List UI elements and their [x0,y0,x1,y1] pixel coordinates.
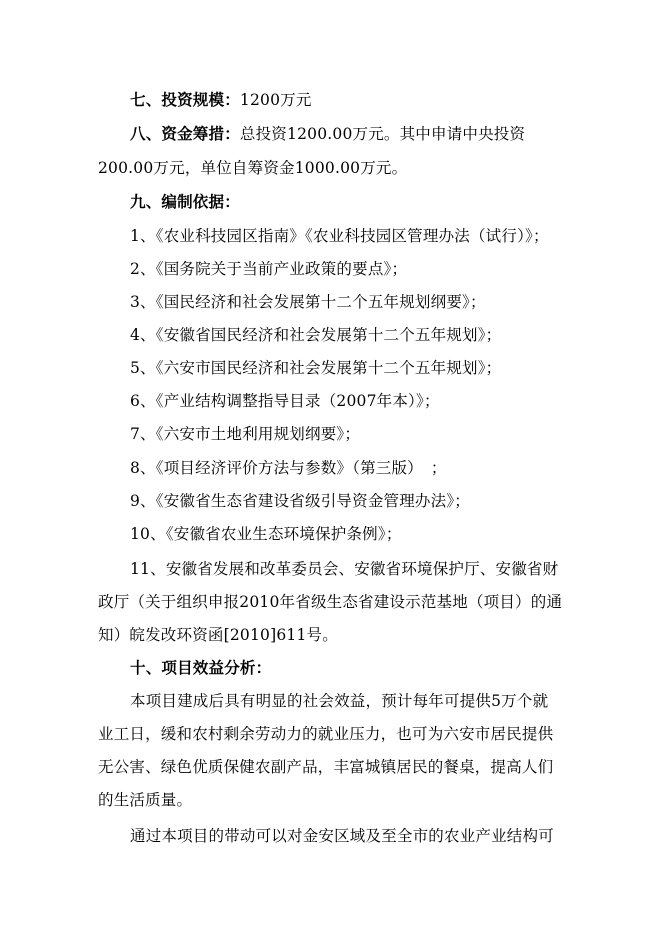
benefit-heading: 十、项目效益分析： [130,659,272,677]
basis-item-6: 6、《产业结构调整指导目录（2007年本）》； [130,392,440,410]
investment-scale-heading: 七、投资规模： [130,91,240,109]
funding-text-1: 总投资1200.00万元。其中申请中央投资 [239,125,526,143]
basis-item-1: 1、《农业科技园区指南》《农业科技园区管理办法（试行）》； [130,227,549,245]
funding-line-2: 200.00万元，单位自筹资金1000.00万元。 [98,159,408,177]
benefit-para1-line-2: 业工日，缓和农村剩余劳动力的就业压力，也可为六安市居民提供 [98,725,554,743]
benefit-para2-line-1: 通过本项目的带动可以对金安区域及至全市的农业产业结构可 [130,827,554,845]
basis-item-3: 3、《国民经济和社会发展第十二个五年规划纲要》； [130,293,486,311]
basis-item-10: 10、《安徽省农业生态环境保护条例》； [130,525,402,543]
investment-scale-value: 1200万元 [239,91,312,109]
basis-item-8: 8、《项目经济评价方法与参数》（第三版） ； [130,459,447,477]
funding-heading: 八、资金筹措： [130,125,240,143]
basis-item-2: 2、《国务院关于当前产业政策的要点》； [130,260,408,278]
basis-item-9: 9、《安徽省生态省建设省级引导资金管理办法》； [130,492,470,510]
benefit-para1-line-4: 的生活质量。 [98,791,193,809]
investment-scale-line [130,90,600,110]
basis-item-4: 4、《安徽省国民经济和社会发展第十二个五年规划》； [130,326,502,344]
benefit-para1-line-1: 本项目建成后具有明显的社会效益，预计每年可提供5万个就 [130,692,549,710]
basis-heading: 九、编制依据： [130,193,240,211]
benefit-para1-line-3: 无公害、绿色优质保健农副产品，丰富城镇居民的餐桌，提高人们 [98,758,554,776]
funding-line-1 [130,124,600,144]
basis-item-5: 5、《六安市国民经济和社会发展第十二个五年规划》； [130,359,502,377]
basis-item-11-line-3: 知）皖发改环资函[2010]611号。 [98,626,338,644]
basis-item-11-line-1: 11、安徽省发展和改革委员会、安徽省环境保护厅、安徽省财 [130,560,559,578]
basis-item-7: 7、《六安市土地利用规划纲要》； [130,425,361,443]
basis-item-11-line-2: 政厅（关于组织申报2010年省级生态省建设示范基地（项目）的通 [98,593,563,611]
